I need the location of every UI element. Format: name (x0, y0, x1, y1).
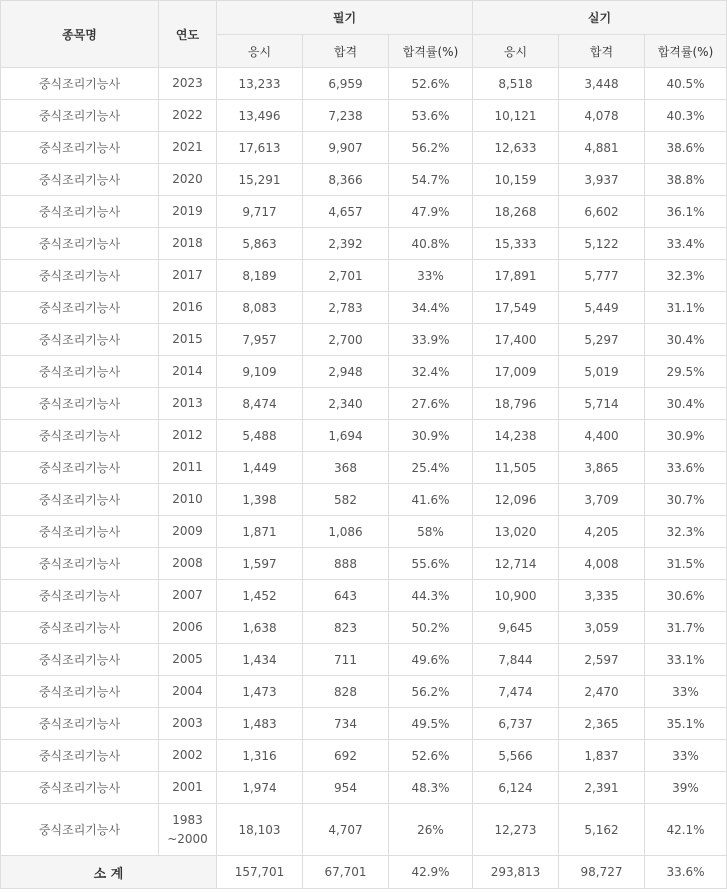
cell-practical-rate: 29.5% (645, 356, 727, 388)
table-row (1, 100, 727, 132)
cell-written-passed: 7,238 (303, 100, 389, 132)
header-practical-applicants: 응시 (473, 35, 559, 68)
cell-practical-rate: 30.6% (645, 580, 727, 612)
cell-practical-rate: 39% (645, 772, 727, 804)
cell-written-rate: 54.7% (389, 164, 473, 196)
cell-practical-applicants: 7,474 (473, 676, 559, 708)
cell-practical-rate: 30.9% (645, 420, 727, 452)
total-label: 소 계 (1, 856, 217, 889)
cell-written-applicants: 9,109 (217, 356, 303, 388)
cell-practical-applicants: 6,737 (473, 708, 559, 740)
cell-written-applicants: 15,291 (217, 164, 303, 196)
header-written-passed: 합격 (303, 35, 389, 68)
cell-practical-passed: 3,865 (559, 452, 645, 484)
cell-practical-rate: 32.3% (645, 516, 727, 548)
cell-year: 2008 (159, 548, 217, 580)
table-row (1, 580, 727, 612)
cell-written-applicants: 5,863 (217, 228, 303, 260)
cell-year-start: 1983 (172, 812, 203, 827)
table-row (1, 196, 727, 228)
cell-name: 중식조리기능사 (1, 516, 159, 548)
cell-year: 2017 (159, 260, 217, 292)
cell-practical-passed: 5,449 (559, 292, 645, 324)
cell-practical-passed: 5,019 (559, 356, 645, 388)
cell-name: 중식조리기능사 (1, 644, 159, 676)
cell-year: 2010 (159, 484, 217, 516)
cell-written-applicants: 18,103 (217, 804, 303, 856)
cell-written-rate: 49.6% (389, 644, 473, 676)
cell-written-passed: 692 (303, 740, 389, 772)
cell-practical-rate: 33.4% (645, 228, 727, 260)
cell-name: 중식조리기능사 (1, 196, 159, 228)
cell-written-applicants: 1,638 (217, 612, 303, 644)
cell-year: 2002 (159, 740, 217, 772)
cell-written-passed: 6,959 (303, 68, 389, 100)
cell-year: 2015 (159, 324, 217, 356)
table-body (1, 68, 727, 856)
total-written-rate: 42.9% (389, 856, 473, 889)
cell-practical-applicants: 17,400 (473, 324, 559, 356)
cell-written-passed: 954 (303, 772, 389, 804)
cell-practical-applicants: 12,633 (473, 132, 559, 164)
cell-name: 중식조리기능사 (1, 676, 159, 708)
cell-written-passed: 2,701 (303, 260, 389, 292)
cell-written-passed: 888 (303, 548, 389, 580)
cell-written-applicants: 1,871 (217, 516, 303, 548)
cell-practical-rate: 32.3% (645, 260, 727, 292)
cell-written-rate: 48.3% (389, 772, 473, 804)
cell-name: 중식조리기능사 (1, 388, 159, 420)
cell-name: 중식조리기능사 (1, 548, 159, 580)
cell-written-applicants: 9,717 (217, 196, 303, 228)
cell-name: 중식조리기능사 (1, 804, 159, 856)
cell-name: 중식조리기능사 (1, 612, 159, 644)
cell-name: 중식조리기능사 (1, 772, 159, 804)
cell-written-rate: 33% (389, 260, 473, 292)
cell-year: 2021 (159, 132, 217, 164)
cell-written-rate: 49.5% (389, 708, 473, 740)
cell-written-rate: 56.2% (389, 132, 473, 164)
cell-written-rate: 26% (389, 804, 473, 856)
cell-practical-passed: 1,837 (559, 740, 645, 772)
total-practical-applicants: 293,813 (473, 856, 559, 889)
cell-practical-passed: 4,205 (559, 516, 645, 548)
total-row (1, 856, 727, 889)
cell-practical-passed: 3,448 (559, 68, 645, 100)
cell-year: 2018 (159, 228, 217, 260)
cell-written-passed: 711 (303, 644, 389, 676)
cell-name: 중식조리기능사 (1, 68, 159, 100)
total-written-passed: 67,701 (303, 856, 389, 889)
cell-written-passed: 2,948 (303, 356, 389, 388)
cell-year: 2016 (159, 292, 217, 324)
cell-practical-passed: 6,602 (559, 196, 645, 228)
cell-written-rate: 50.2% (389, 612, 473, 644)
cell-written-passed: 643 (303, 580, 389, 612)
cell-written-applicants: 1,434 (217, 644, 303, 676)
cell-written-applicants: 1,597 (217, 548, 303, 580)
cell-practical-rate: 30.4% (645, 388, 727, 420)
cell-year (159, 804, 217, 856)
cell-written-passed: 8,366 (303, 164, 389, 196)
cell-practical-rate: 30.7% (645, 484, 727, 516)
table-row (1, 164, 727, 196)
cell-written-rate: 33.9% (389, 324, 473, 356)
cell-practical-rate: 42.1% (645, 804, 727, 856)
cell-written-passed: 1,086 (303, 516, 389, 548)
total-written-applicants: 157,701 (217, 856, 303, 889)
cell-name: 중식조리기능사 (1, 100, 159, 132)
cell-name: 중식조리기능사 (1, 164, 159, 196)
cell-written-applicants: 1,398 (217, 484, 303, 516)
table-row (1, 516, 727, 548)
cell-written-applicants: 1,974 (217, 772, 303, 804)
cell-practical-applicants: 15,333 (473, 228, 559, 260)
cell-written-applicants: 17,613 (217, 132, 303, 164)
cell-written-rate: 44.3% (389, 580, 473, 612)
cell-written-passed: 2,392 (303, 228, 389, 260)
cell-written-applicants: 13,496 (217, 100, 303, 132)
cell-year: 2023 (159, 68, 217, 100)
cell-written-applicants: 13,233 (217, 68, 303, 100)
cell-written-rate: 25.4% (389, 452, 473, 484)
cell-name: 중식조리기능사 (1, 452, 159, 484)
cell-practical-applicants: 10,159 (473, 164, 559, 196)
cell-year: 2007 (159, 580, 217, 612)
cell-written-applicants: 5,488 (217, 420, 303, 452)
cell-practical-rate: 35.1% (645, 708, 727, 740)
cell-written-passed: 734 (303, 708, 389, 740)
cell-name: 중식조리기능사 (1, 292, 159, 324)
cell-practical-rate: 30.4% (645, 324, 727, 356)
cell-practical-applicants: 10,900 (473, 580, 559, 612)
cell-practical-applicants: 17,549 (473, 292, 559, 324)
cell-written-applicants: 1,449 (217, 452, 303, 484)
cell-written-applicants: 8,189 (217, 260, 303, 292)
table-row (1, 420, 727, 452)
cell-name: 중식조리기능사 (1, 484, 159, 516)
cell-practical-rate: 38.6% (645, 132, 727, 164)
cell-written-applicants: 1,452 (217, 580, 303, 612)
cell-practical-applicants: 10,121 (473, 100, 559, 132)
cell-year: 2014 (159, 356, 217, 388)
cell-year: 2012 (159, 420, 217, 452)
cell-name: 중식조리기능사 (1, 708, 159, 740)
cell-practical-rate: 33.1% (645, 644, 727, 676)
cell-practical-applicants: 12,714 (473, 548, 559, 580)
cell-practical-applicants: 18,268 (473, 196, 559, 228)
table-row (1, 292, 727, 324)
cell-practical-passed: 4,881 (559, 132, 645, 164)
header-practical-rate: 합격률(%) (645, 35, 727, 68)
cell-practical-applicants: 17,891 (473, 260, 559, 292)
cell-written-applicants: 1,473 (217, 676, 303, 708)
cell-practical-passed: 2,470 (559, 676, 645, 708)
cell-year: 2020 (159, 164, 217, 196)
cell-practical-passed: 2,365 (559, 708, 645, 740)
table-row (1, 228, 727, 260)
cell-written-rate: 34.4% (389, 292, 473, 324)
cell-written-rate: 40.8% (389, 228, 473, 260)
table-row (1, 356, 727, 388)
cell-practical-rate: 31.1% (645, 292, 727, 324)
cell-name: 중식조리기능사 (1, 260, 159, 292)
cell-written-passed: 582 (303, 484, 389, 516)
cell-written-passed: 368 (303, 452, 389, 484)
cell-written-passed: 4,707 (303, 804, 389, 856)
cell-practical-rate: 33% (645, 740, 727, 772)
cell-name: 중식조리기능사 (1, 740, 159, 772)
cell-practical-passed: 2,597 (559, 644, 645, 676)
table-row (1, 676, 727, 708)
table-row (1, 708, 727, 740)
header-practical: 실기 (473, 1, 727, 35)
cell-practical-applicants: 5,566 (473, 740, 559, 772)
table-row (1, 324, 727, 356)
cell-practical-passed: 4,400 (559, 420, 645, 452)
cell-written-rate: 52.6% (389, 740, 473, 772)
cell-written-rate: 47.9% (389, 196, 473, 228)
cell-written-passed: 1,694 (303, 420, 389, 452)
cell-practical-passed: 5,777 (559, 260, 645, 292)
cell-year: 2006 (159, 612, 217, 644)
cell-practical-rate: 38.8% (645, 164, 727, 196)
table-row (1, 388, 727, 420)
cell-written-rate: 27.6% (389, 388, 473, 420)
cell-name: 중식조리기능사 (1, 228, 159, 260)
header-written-applicants: 응시 (217, 35, 303, 68)
cell-practical-passed: 3,335 (559, 580, 645, 612)
cell-year: 2011 (159, 452, 217, 484)
cell-practical-passed: 4,078 (559, 100, 645, 132)
cell-name: 중식조리기능사 (1, 420, 159, 452)
cell-year: 2005 (159, 644, 217, 676)
cell-written-passed: 823 (303, 612, 389, 644)
table-row (1, 484, 727, 516)
cell-year: 2009 (159, 516, 217, 548)
table-row (1, 804, 727, 856)
cell-practical-rate: 31.5% (645, 548, 727, 580)
total-practical-rate: 33.6% (645, 856, 727, 889)
cell-name: 중식조리기능사 (1, 580, 159, 612)
cell-year: 2019 (159, 196, 217, 228)
cell-practical-passed: 2,391 (559, 772, 645, 804)
table-row (1, 452, 727, 484)
cell-practical-applicants: 11,505 (473, 452, 559, 484)
cell-practical-passed: 3,059 (559, 612, 645, 644)
cell-year: 2003 (159, 708, 217, 740)
cell-year-end: ~2000 (167, 831, 208, 846)
cell-written-rate: 56.2% (389, 676, 473, 708)
cell-written-passed: 828 (303, 676, 389, 708)
cell-practical-applicants: 9,645 (473, 612, 559, 644)
table-row (1, 772, 727, 804)
cell-written-passed: 2,700 (303, 324, 389, 356)
table-row (1, 740, 727, 772)
cell-practical-rate: 40.3% (645, 100, 727, 132)
cell-written-rate: 30.9% (389, 420, 473, 452)
cell-practical-rate: 33% (645, 676, 727, 708)
cell-written-applicants: 8,083 (217, 292, 303, 324)
cell-written-passed: 9,907 (303, 132, 389, 164)
header-year: 연도 (159, 1, 217, 68)
cell-written-applicants: 7,957 (217, 324, 303, 356)
table-row (1, 612, 727, 644)
cell-written-applicants: 1,316 (217, 740, 303, 772)
cell-practical-passed: 4,008 (559, 548, 645, 580)
cell-written-passed: 2,783 (303, 292, 389, 324)
cell-practical-applicants: 8,518 (473, 68, 559, 100)
cell-practical-passed: 5,162 (559, 804, 645, 856)
cell-practical-rate: 33.6% (645, 452, 727, 484)
cell-written-rate: 53.6% (389, 100, 473, 132)
cell-written-rate: 41.6% (389, 484, 473, 516)
cell-practical-passed: 3,937 (559, 164, 645, 196)
header-written: 필기 (217, 1, 473, 35)
cell-practical-applicants: 17,009 (473, 356, 559, 388)
cell-practical-applicants: 7,844 (473, 644, 559, 676)
cell-practical-rate: 40.5% (645, 68, 727, 100)
cell-written-applicants: 1,483 (217, 708, 303, 740)
table-row (1, 260, 727, 292)
cell-practical-applicants: 14,238 (473, 420, 559, 452)
cell-written-rate: 32.4% (389, 356, 473, 388)
cell-written-applicants: 8,474 (217, 388, 303, 420)
cell-name: 중식조리기능사 (1, 132, 159, 164)
cell-practical-applicants: 13,020 (473, 516, 559, 548)
table-row (1, 68, 727, 100)
cell-written-passed: 4,657 (303, 196, 389, 228)
header-practical-passed: 합격 (559, 35, 645, 68)
header-written-rate: 합격률(%) (389, 35, 473, 68)
cell-practical-passed: 5,122 (559, 228, 645, 260)
cell-name: 중식조리기능사 (1, 356, 159, 388)
cell-year: 2001 (159, 772, 217, 804)
cell-written-passed: 2,340 (303, 388, 389, 420)
cell-practical-applicants: 12,273 (473, 804, 559, 856)
table-row (1, 132, 727, 164)
cell-practical-passed: 3,709 (559, 484, 645, 516)
cell-written-rate: 52.6% (389, 68, 473, 100)
cell-practical-applicants: 6,124 (473, 772, 559, 804)
table-row (1, 548, 727, 580)
cell-practical-rate: 36.1% (645, 196, 727, 228)
cell-written-rate: 58% (389, 516, 473, 548)
cell-practical-applicants: 12,096 (473, 484, 559, 516)
cell-year: 2004 (159, 676, 217, 708)
table-row (1, 644, 727, 676)
total-practical-passed: 98,727 (559, 856, 645, 889)
header-name: 종목명 (1, 1, 159, 68)
cell-practical-passed: 5,714 (559, 388, 645, 420)
cell-practical-applicants: 18,796 (473, 388, 559, 420)
cell-written-rate: 55.6% (389, 548, 473, 580)
cell-name: 중식조리기능사 (1, 324, 159, 356)
cell-year: 2013 (159, 388, 217, 420)
cell-practical-rate: 31.7% (645, 612, 727, 644)
cell-year: 2022 (159, 100, 217, 132)
cell-practical-passed: 5,297 (559, 324, 645, 356)
